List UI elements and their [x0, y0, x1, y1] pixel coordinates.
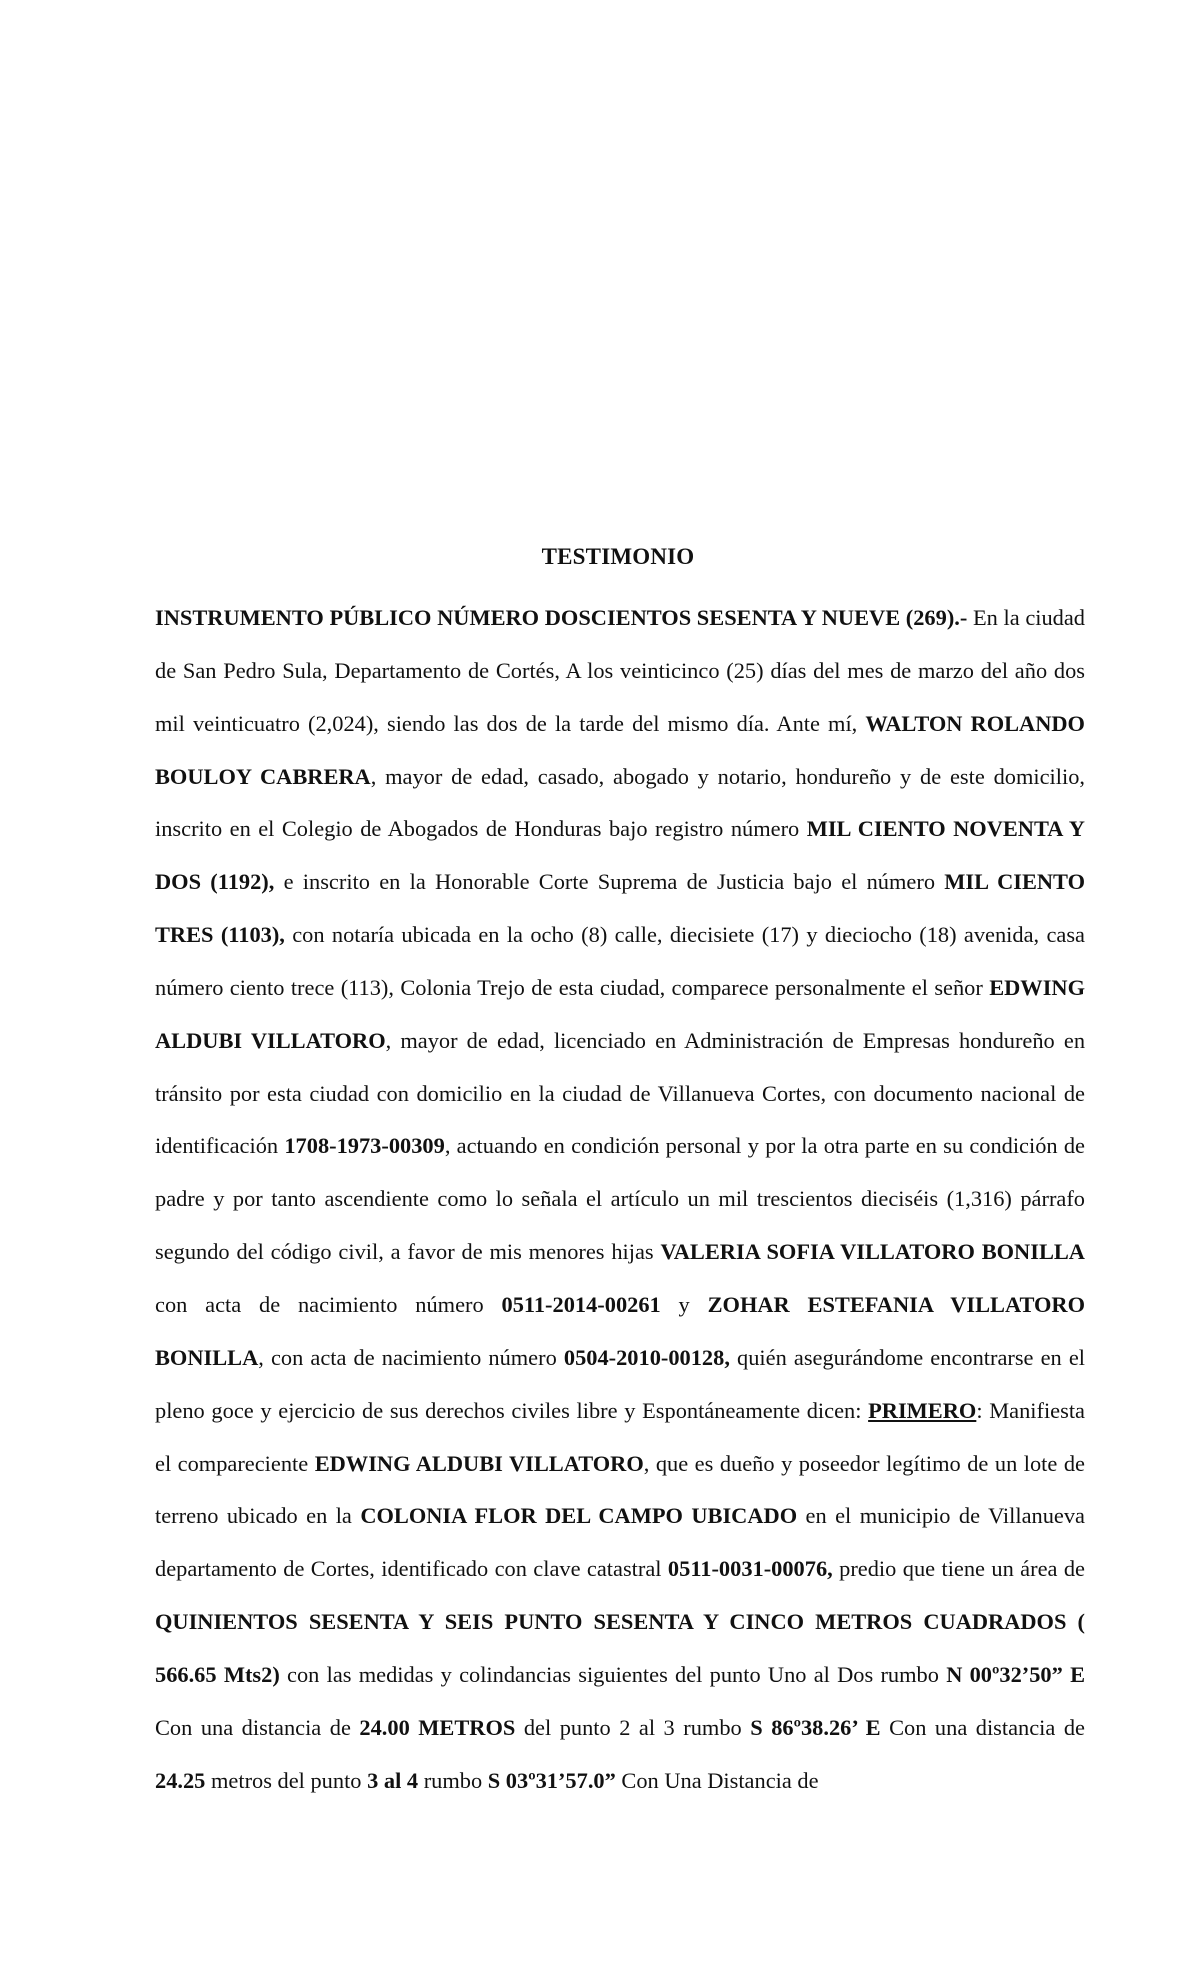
text-run: , que es dueño y poseedor legítimo de un lote de terreno ubicado en la [155, 1450, 1085, 1529]
bold-text-run: 0511-2014-00261 [501, 1291, 661, 1317]
text-run: , mayor de edad, licenciado en Administración de Empresas hondureño en tránsito por esta ciudad con domicilio en la ciudad de Villanueva Cortes, con documento nacional de identificación [155, 1027, 1086, 1159]
text-run: : Manifiesta el compareciente [155, 1397, 1085, 1476]
bold-text-run: MIL CIENTO TRES (1103), [155, 869, 1085, 948]
text-run: quién asegurándome encontrarse en el pleno goce y ejercicio de sus derechos civiles libre y Espontáneamente dicen: [155, 1344, 1085, 1423]
bold-text-run: 3 al 4 [367, 1767, 419, 1793]
text-run: con las medidas y colindancias siguientes del punto Uno al Dos rumbo [279, 1661, 947, 1687]
bold-text-run: 1708-1973-00309 [284, 1133, 445, 1159]
bold-text-run: 0504-2010-00128, [563, 1344, 730, 1370]
bold-text-run: COLONIA FLOR DEL CAMPO UBICADO [360, 1503, 798, 1529]
bold-text-run: 24.00 METROS [359, 1714, 516, 1740]
bold-text-run: INSTRUMENTO PÚBLICO NÚMERO DOSCIENTOS SESENTA Y NUEVE (269).- [155, 605, 968, 630]
text-run: En la ciudad de San Pedro Sula, Departamento de Cortés, A los veinticinco (25) días del mes de marzo del año dos mil veinticuatro (2,024), siendo las dos de la tarde del mismo día. Ante mí, [155, 605, 1085, 736]
bold-text-run: QUINIENTOS SESENTA Y SEIS PUNTO SESENTA Y CINCO METROS CUADRADOS ( 566.65 Mts2) [155, 1609, 1085, 1687]
text-run: Con una distancia de [155, 1714, 360, 1740]
bold-text-run [868, 1398, 976, 1423]
text-run: rumbo [418, 1767, 488, 1793]
text-run: , con acta de nacimiento número [258, 1344, 564, 1370]
bold-text-run: VALERIA SOFIA VILLATORO BONILLA [660, 1239, 1085, 1265]
text-run: del punto 2 al 3 rumbo [515, 1714, 751, 1740]
bold-text-run: EDWING ALDUBI VILLATORO [314, 1450, 644, 1476]
bold-text-run: S 03º31’57.0” [487, 1767, 616, 1793]
bold-text-run: ZOHAR ESTEFANIA VILLATORO BONILLA [155, 1291, 1085, 1370]
text-run: , actuando en condición personal y por la otra parte en su condición de padre y por tanto ascendiente como lo señala el artículo un mil trescientos dieciséis (1,316) párrafo segundo del código civil, a favor de mis menores hijas [155, 1133, 1085, 1265]
text-run: predio que tiene un área de [832, 1556, 1085, 1582]
document-title: TESTIMONIO [541, 544, 695, 569]
bold-text-run: EDWING ALDUBI VILLATORO [155, 974, 1085, 1053]
text-run: en el municipio de Villanueva departamento de Cortes, identificado con clave catastral [155, 1503, 1085, 1582]
text-run: con acta de nacimiento número [155, 1291, 502, 1317]
bold-text-run: N 00º32’50” E [946, 1661, 1086, 1687]
text-run: metros del punto [205, 1767, 368, 1793]
bold-text-run: 24.25 [155, 1767, 206, 1793]
bold-text-run: MIL CIENTO NOVENTA Y DOS (1192), [155, 816, 1085, 895]
text-run: con notaría ubicada en la ocho (8) calle, diecisiete (17) y dieciocho (18) avenida, casa número ciento trece (113), Colonia Trejo de esta ciudad, comparece personalmente el señor [155, 922, 1085, 1000]
document-body [155, 592, 1085, 1807]
bold-text-run: 0511-0031-00076, [667, 1556, 833, 1582]
bold-text-run: S 86º38.26’ E [750, 1714, 881, 1740]
text-run: , mayor de edad, casado, abogado y notario, hondureño y de este domicilio, inscrito en el Colegio de Abogados de Honduras bajo registro número [155, 763, 1086, 842]
underlined-heading: PRIMERO [868, 1397, 977, 1423]
text-run: e inscrito en la Honorable Corte Suprema de Justicia bajo el número [274, 869, 945, 895]
text-run: Con una distancia de [880, 1714, 1085, 1740]
text-run: Con Una Distancia de [615, 1767, 819, 1793]
bold-text-run: WALTON ROLANDO BOULOY CABRERA [155, 710, 1085, 789]
text-run: y [660, 1291, 708, 1317]
